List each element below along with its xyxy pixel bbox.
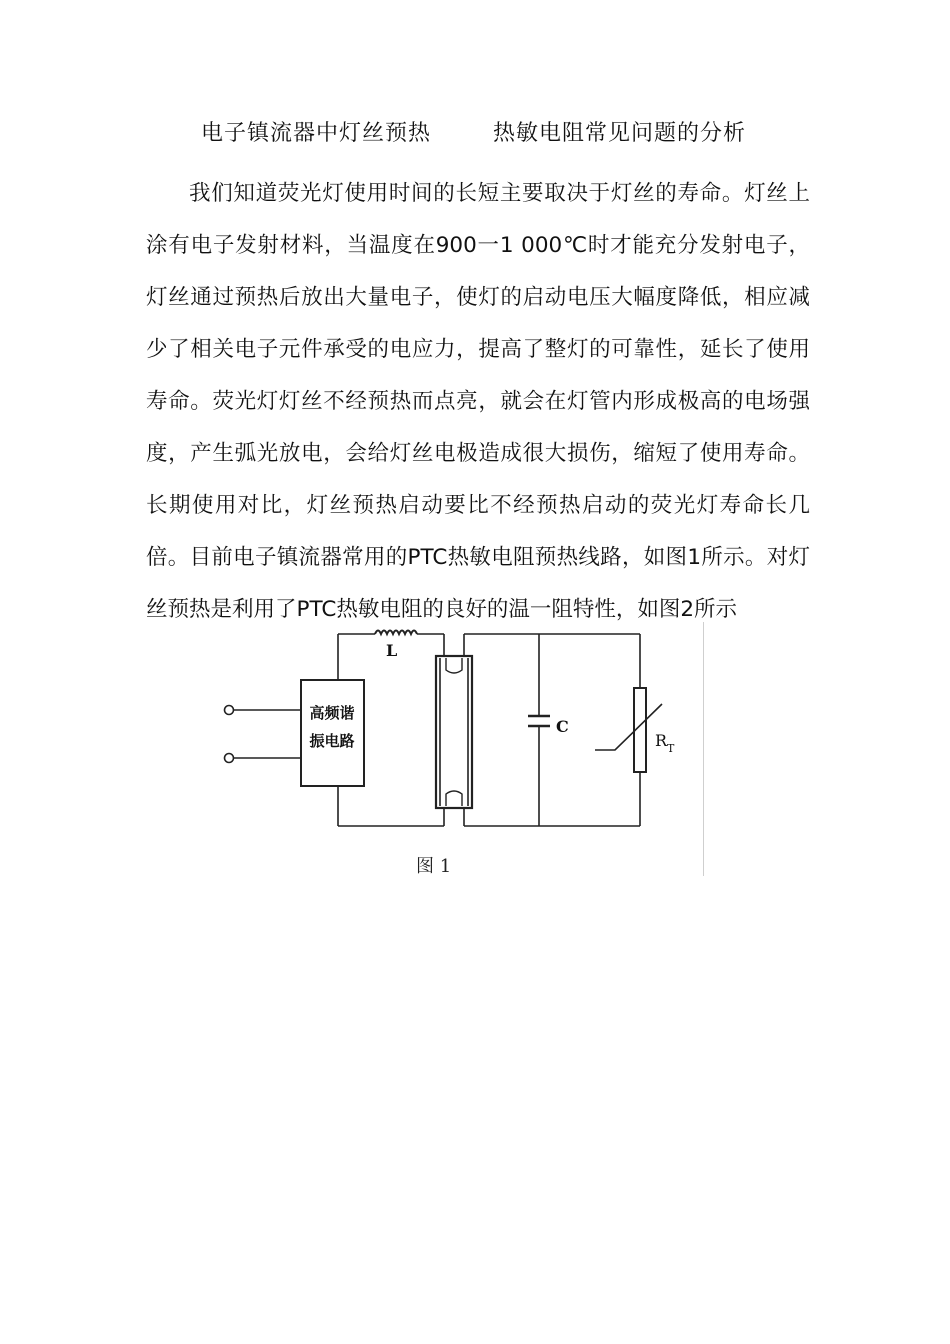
input-terminal-bottom xyxy=(225,754,234,763)
body-paragraph: 我们知道荧光灯使用时间的长短主要取决于灯丝的寿命。灯丝上涂有电子发射材料，当温度在900一1 000℃时才能充分发射电子，灯丝通过预热后放出大量电子，使灯的启动电压大幅度降低，相应减少了相关电子元件承受的电应力，提高了整灯的可靠性，延长了使用寿命。荧光灯灯丝不经预热而点亮，就会在灯管内形成极高的电场强度，产生弧光放电，会给灯丝电极造成很大损伤，缩短了使用寿命。长期使用对比，灯丝预热启动要比不经预热启动的荧光灯寿命长几倍。目前电子镇流器常用的PTC热敏电阻预热线路，如图1所示。对灯丝预热是利用了PTC热敏电阻的良好的温一阻特性，如图2所示 xyxy=(146,181,810,622)
lamp-filament-top xyxy=(446,658,462,673)
thermistor-subscript: T xyxy=(667,742,675,755)
circuit-diagram xyxy=(210,612,710,882)
figure-edge-line xyxy=(703,622,704,876)
document-title xyxy=(201,118,746,150)
thermistor-label: R xyxy=(655,731,668,750)
oscillator-label-line2: 振电路 xyxy=(309,732,355,750)
inductor-label: L xyxy=(386,641,398,660)
lamp-filament-bottom xyxy=(446,791,462,806)
capacitor-label: C xyxy=(556,717,569,736)
lamp-tube xyxy=(436,656,472,808)
oscillator-label-line1: 高频谐 xyxy=(309,704,355,722)
inductor-coil xyxy=(375,631,417,635)
circuit-figure xyxy=(210,612,710,882)
thermistor-slash xyxy=(595,704,662,750)
title-part-2: 热敏电阻常见问题的分析 xyxy=(493,121,747,146)
title-part-1: 电子镇流器中灯丝预热 xyxy=(201,121,432,146)
input-terminal-top xyxy=(225,706,234,715)
figure-caption: 图 1 xyxy=(416,856,452,877)
